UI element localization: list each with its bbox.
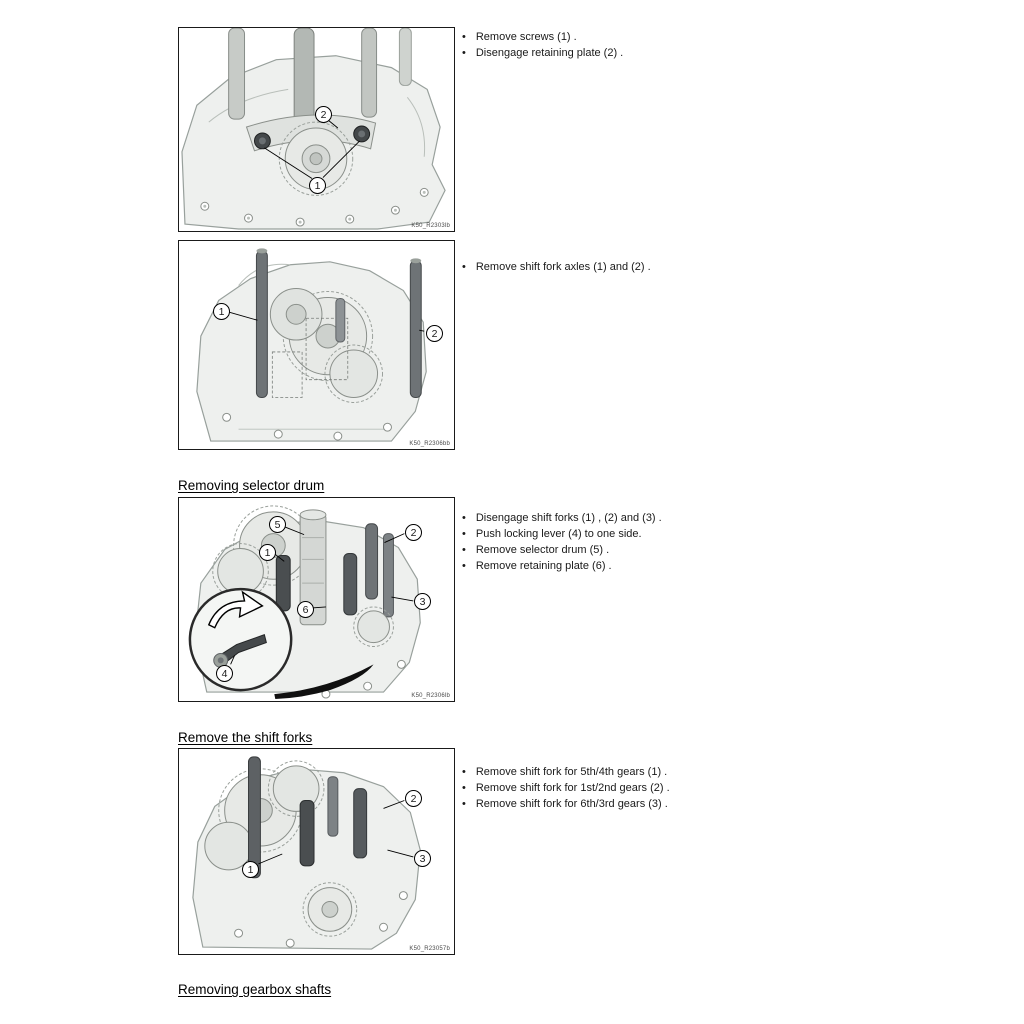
step: • Remove shift fork for 5th/4th gears (1) .	[462, 764, 892, 780]
step: • Push locking lever (4) to one side.	[462, 526, 892, 542]
shift-fork-3	[344, 553, 357, 614]
callout-2: 2	[405, 790, 422, 807]
heading-removing-gearbox-shafts: Removing gearbox shafts	[178, 982, 332, 997]
shift-fork-6th-3rd	[300, 800, 314, 865]
callout-4: 4	[216, 665, 233, 682]
figure-caption: K50_R2303lb	[411, 223, 450, 229]
screw-right	[354, 126, 370, 142]
step-list-shift-forks	[462, 764, 892, 812]
shift-fork-axle-left	[256, 248, 267, 397]
callout-1: 1	[309, 177, 326, 194]
step: • Disengage shift forks (1) , (2) and (3) .	[462, 510, 892, 526]
callout-2: 2	[405, 524, 422, 541]
callout-3: 3	[414, 850, 431, 867]
step: • Remove retaining plate (6) .	[462, 558, 892, 574]
heading-remove-shift-forks: Remove the shift forks	[178, 730, 313, 745]
callout-1: 1	[242, 861, 259, 878]
figure-caption: K50_R2306lb	[411, 693, 450, 699]
shift-fork-axle-right	[410, 258, 421, 397]
step: • Remove shift fork for 1st/2nd gears (2) .	[462, 780, 892, 796]
step: • Remove shift fork for 6th/3rd gears (3) .	[462, 796, 892, 812]
shift-fork-1	[276, 555, 290, 610]
figure-selector-drum	[178, 497, 455, 702]
figure-caption: K50_R2306bb	[409, 441, 450, 447]
callout-6: 6	[297, 601, 314, 618]
callout-1: 1	[213, 303, 230, 320]
step-list-selector-drum	[462, 510, 892, 574]
step: • Disengage retaining plate (2) .	[462, 45, 892, 61]
step-list-axles	[462, 259, 892, 275]
step: • Remove screws (1) .	[462, 29, 892, 45]
screw-left	[254, 133, 270, 149]
gearbox-closeup-illustration	[179, 28, 454, 231]
shift-fork-2	[366, 524, 378, 599]
callout-3: 3	[414, 593, 431, 610]
step: • Remove shift fork axles (1) and (2) .	[462, 259, 892, 275]
callout-2: 2	[315, 106, 332, 123]
figure-shift-fork-axles	[178, 240, 455, 450]
figure-remove-screws	[178, 27, 455, 232]
shift-fork-1st-2nd	[354, 789, 367, 858]
step-list-remove-screws	[462, 29, 892, 61]
callout-1: 1	[259, 544, 276, 561]
shift-forks-illustration	[179, 749, 454, 954]
step: • Remove selector drum (5) .	[462, 542, 892, 558]
figure-caption: K50_R23057b	[409, 946, 450, 952]
magnifier-detail	[190, 589, 291, 690]
callout-2: 2	[426, 325, 443, 342]
heading-removing-selector-drum: Removing selector drum	[178, 478, 325, 493]
figure-shift-forks	[178, 748, 455, 955]
callout-5: 5	[269, 516, 286, 533]
gearbox-axles-illustration	[179, 241, 454, 449]
shift-fork-5th-4th	[248, 757, 260, 878]
